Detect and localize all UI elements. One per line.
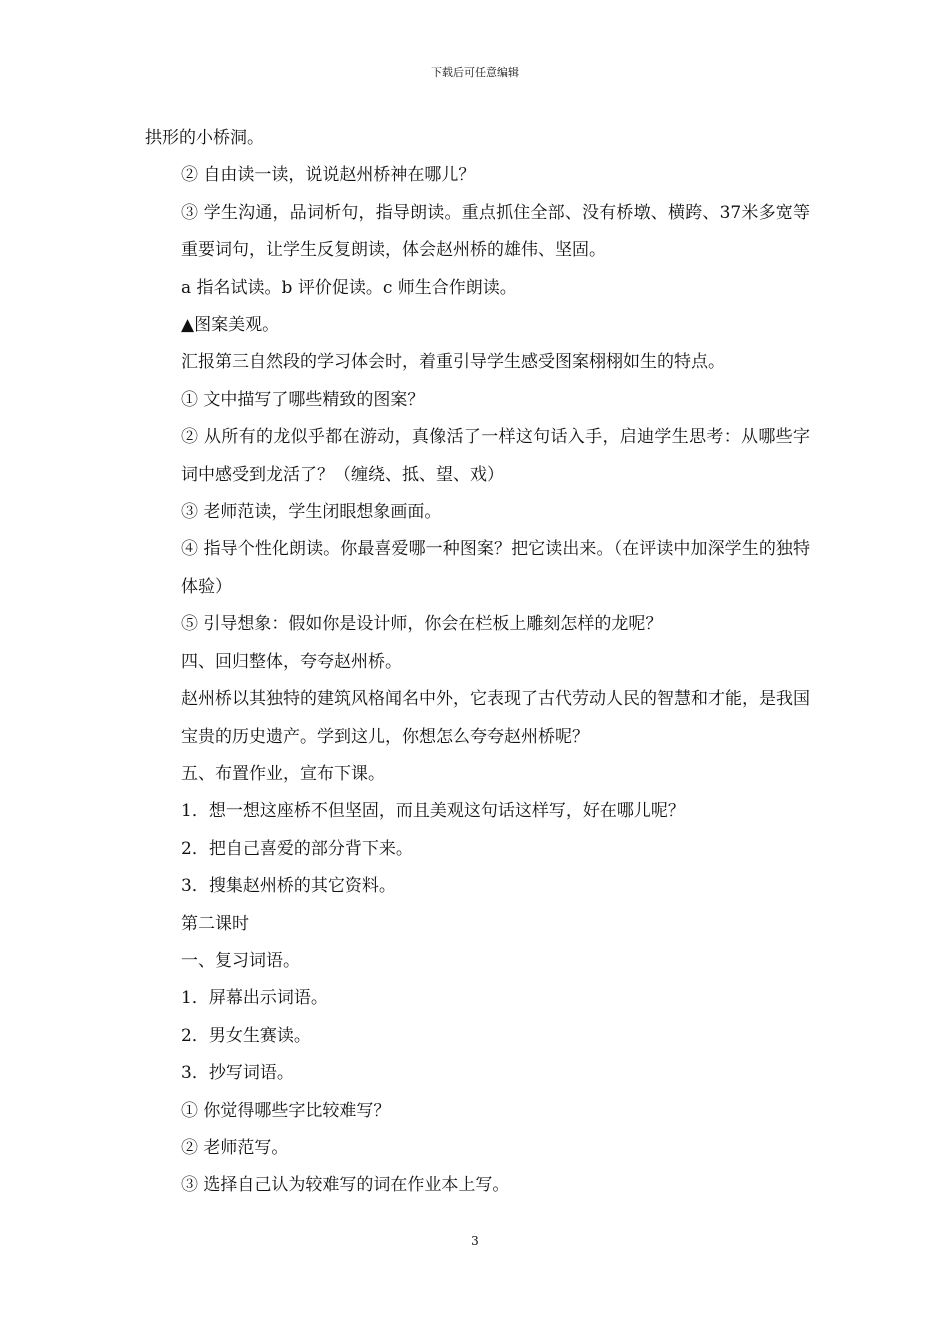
paragraph: ④ 指导个性化朗读。你最喜爱哪一种图案？把它读出来。（在评读中加深学生的独特体验） — [181, 539, 810, 597]
list-item: 1．屏幕出示词语。 — [181, 988, 328, 1009]
paragraph: a 指名试读。b 评价促读。c 师生合作朗读。 — [181, 277, 517, 298]
list-item: 2．把自己喜爱的部分背下来。 — [181, 838, 413, 859]
paragraph: ③ 学生沟通，品词析句，指导朗读。重点抓住全部、没有桥墩、横跨、37米多宽等重要词句，让学生反复朗读，体会赵州桥的雄伟、坚固。 — [181, 202, 810, 261]
paragraph: ① 你觉得哪些字比较难写？ — [181, 1100, 391, 1121]
paragraph: 汇报第三自然段的学习体会时，着重引导学生感受图案栩栩如生的特点。 — [181, 352, 725, 373]
paragraph: ③ 老师范读，学生闭眼想象画面。 — [181, 502, 442, 523]
page-header: 下载后可任意编辑 — [431, 66, 519, 79]
list-item: 3．搜集赵州桥的其它资料。 — [181, 876, 396, 897]
paragraph: ② 自由读一读，说说赵州桥神在哪儿？ — [181, 165, 476, 186]
paragraph: ⑤ 引导想象：假如你是设计师，你会在栏板上雕刻怎样的龙呢？ — [181, 614, 663, 635]
document-body — [145, 120, 810, 1205]
lesson-heading: 第二课时 — [181, 913, 249, 934]
page-number: 3 — [471, 1234, 479, 1248]
paragraph: ② 老师范写。 — [181, 1137, 289, 1158]
paragraph: 赵州桥以其独特的建筑风格闻名中外，它表现了古代劳动人民的智慧和才能，是我国宝贵的历史遗产。学到这儿，你想怎么夸夸赵州桥呢？ — [181, 689, 810, 747]
paragraph: ③ 选择自己认为较难写的词在作业本上写。 — [181, 1175, 510, 1196]
section-heading: 五、布置作业，宣布下课。 — [181, 763, 385, 784]
list-item: 1．想一想这座桥不但坚固，而且美观这句话这样写，好在哪儿呢？ — [181, 801, 685, 822]
section-heading: 四、回归整体，夸夸赵州桥。 — [181, 651, 402, 672]
paragraph: ▲图案美观。 — [181, 315, 280, 336]
list-item: 3．抄写词语。 — [181, 1063, 294, 1084]
paragraph: 拱形的小桥洞。 — [145, 128, 264, 148]
paragraph: ① 文中描写了哪些精致的图案？ — [181, 389, 425, 410]
list-item: 2．男女生赛读。 — [181, 1025, 311, 1046]
section-heading: 一、复习词语。 — [181, 950, 300, 971]
paragraph: ② 从所有的龙似乎都在游动，真像活了一样这句话入手，启迪学生思考：从哪些字词中感受到龙活了？（缠绕、抵、望、戏） — [181, 427, 810, 485]
